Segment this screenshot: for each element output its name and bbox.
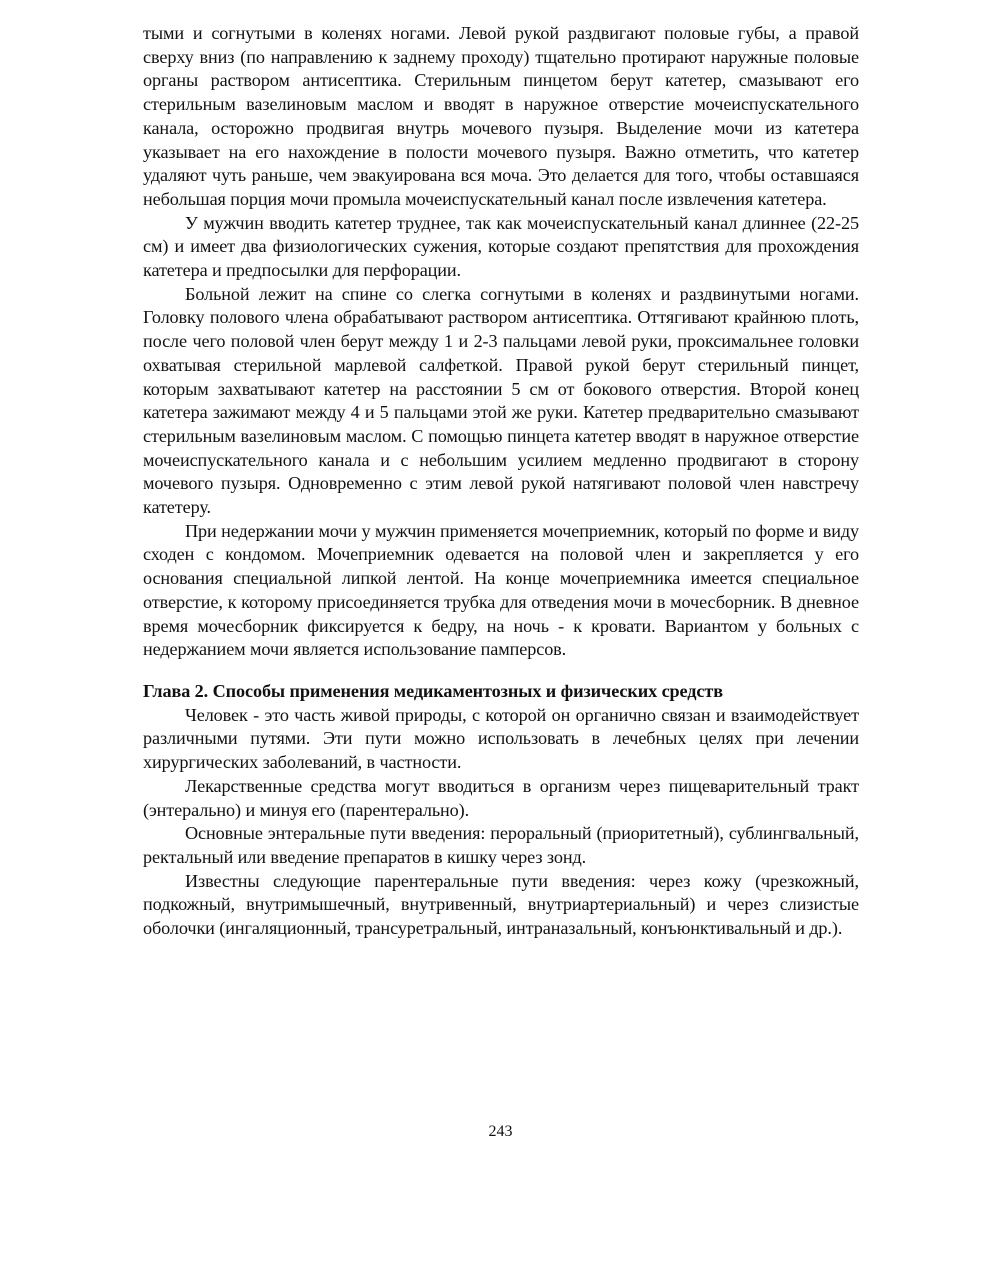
paragraph-parenteral-routes: Известны следующие парентеральные пути введения: через кожу (чрезкожный, подкожный, внутримышечный, внутривенный, внутриартериальный) и через слизистые оболочки (ингаляционный, трансуретральный, интраназальный, конъюнктивальный и др.). [143, 870, 859, 939]
paragraph-male-catheter: У мужчин вводить катетер труднее, так как мочеиспускательный канал длиннее (22-25 см) и имеет два физиологических сужения, которые создают препятствия для прохождения катетера и предпосылки для перфорации. [143, 212, 859, 281]
page-body [143, 22, 859, 941]
paragraph-human-nature: Человек - это часть живой природы, с которой он органично связан и взаимодействует различными путями. Эти пути можно использовать в лечебных целях при лечении хирургических заболеваний, в частности. [143, 704, 859, 773]
paragraph-continuation: тыми и согнутыми в коленях ногами. Левой рукой раздвигают половые губы, а правой сверху вниз (по направлению к заднему проходу) тщательно протирают наружные половые органы раствором антисептика. Стерильным пинцетом берут катетер, смазывают его стерильным вазелиновым маслом и вводят в наружное отверстие мочеиспускательного канала, осторожно продвигая внутрь мочевого пузыря. Выделение мочи из катетера указывает на его нахождение в полости мочевого пузыря. Важно отметить, что катетер удаляют чуть раньше, чем эвакуирована вся моча. Это делается для того, чтобы оставшаяся небольшая порция мочи промыла мочеиспускательный канал после извлечения катетера. [143, 23, 859, 209]
paragraph-enteral-routes: Основные энтеральные пути введения: пероральный (приоритетный), сублингвальный, ректальный или введение препаратов в кишку через зонд. [143, 823, 859, 867]
paragraph-drug-routes: Лекарственные средства могут вводиться в организм через пищеварительный тракт (энтерально) и минуя его (парентерально). [143, 775, 859, 820]
paragraph-catheter-procedure: Больной лежит на спине со слегка согнутыми в коленях и раздвинутыми ногами. Головку полового члена обрабатывают раствором антисептика. Оттягивают крайнюю плоть, после чего половой член берут между 1 и 2-3 пальцами левой руки, проксимальнее головки охватывая стерильной марлевой салфеткой. Правой рукой берут стерильный пинцет, которым захватывают катетер на расстоянии 5 см от бокового отверстия. Второй конец катетера зажимают между 4 и 5 пальцами этой же руки. Катетер предварительно смазывают стерильным вазелиновым маслом. С помощью пинцета катетер вводят в наружное отверстие мочеиспускательного канала и с небольшим усилием медленно продвигают в сторону мочевого пузыря. Одновременно с этим левой рукой натягивают половой член навстречу катетеру. [143, 283, 859, 518]
chapter-heading: Глава 2. Способы применения медикаментозных и физических средств [143, 680, 723, 701]
paragraph-urinal: При недержании мочи у мужчин применяется мочеприемник, который по форме и виду сходен с кондомом. Мочеприемник одевается на половой член и закрепляется у его основания специальной липкой лентой. На конце мочеприемника имеется специальное отверстие, к которому присоединяется трубка для отведения мочи в мочесборник. В дневное время мочесборник фиксируется к бедру, на ночь - к кровати. Вариантом у больных с недержанием мочи является использование памперсов. [143, 520, 859, 660]
page-number: 243 [488, 1123, 513, 1140]
